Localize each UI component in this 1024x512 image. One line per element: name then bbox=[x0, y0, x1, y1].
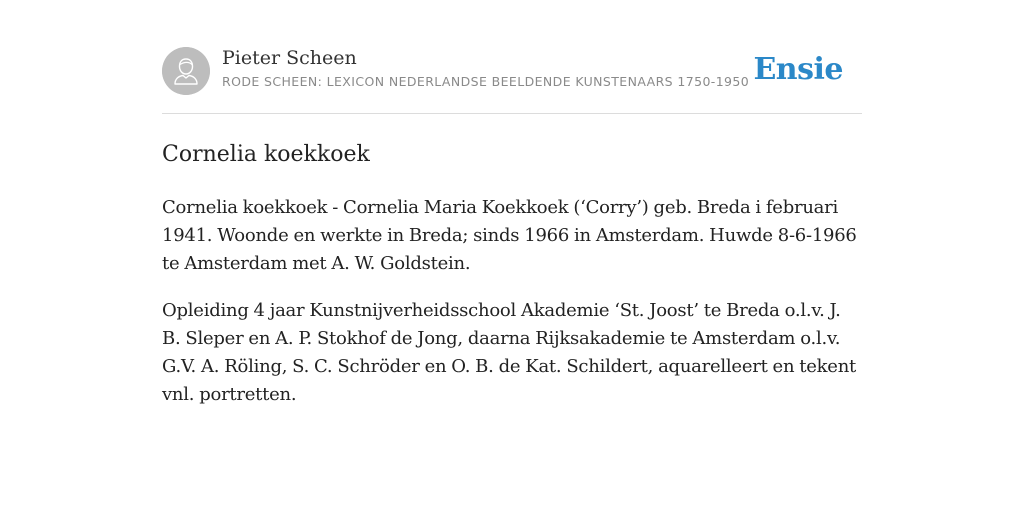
ensie-logo[interactable]: Ensie bbox=[753, 52, 843, 87]
article-title: Cornelia koekkoek bbox=[162, 142, 370, 167]
user-avatar-icon[interactable] bbox=[162, 47, 210, 95]
author-name[interactable]: Pieter Scheen bbox=[222, 47, 357, 69]
article-paragraph-1: Cornelia koekkoek - Cornelia Maria Koekkoek (‘Corry’) geb. Breda i februari 1941. Woonde en werkte in Breda; sinds 1966 in Amsterdam. Huwde 8-6-1966 te Amsterdam met A. W. Goldstein. bbox=[162, 197, 857, 274]
source-title[interactable]: RODE SCHEEN: LEXICON NEDERLANDSE BEELDENDE KUNSTENAARS 1750-1950 bbox=[222, 74, 750, 89]
article-card bbox=[162, 46, 862, 409]
user-avatar-icon-svg bbox=[162, 47, 210, 95]
article-paragraph-2: Opleiding 4 jaar Kunstnijverheidsschool Akademie ‘St. Joost’ te Breda o.l.v. J. B. Sleper en A. P. Stokhof de Jong, daarna Rijksakademie te Amsterdam o.l.v. G.V. A. Röling, S. C. Schröder en O. B. de Kat. Schildert, aquarelleert en tekent vnl. portretten. bbox=[162, 300, 857, 405]
author-header bbox=[162, 46, 862, 114]
